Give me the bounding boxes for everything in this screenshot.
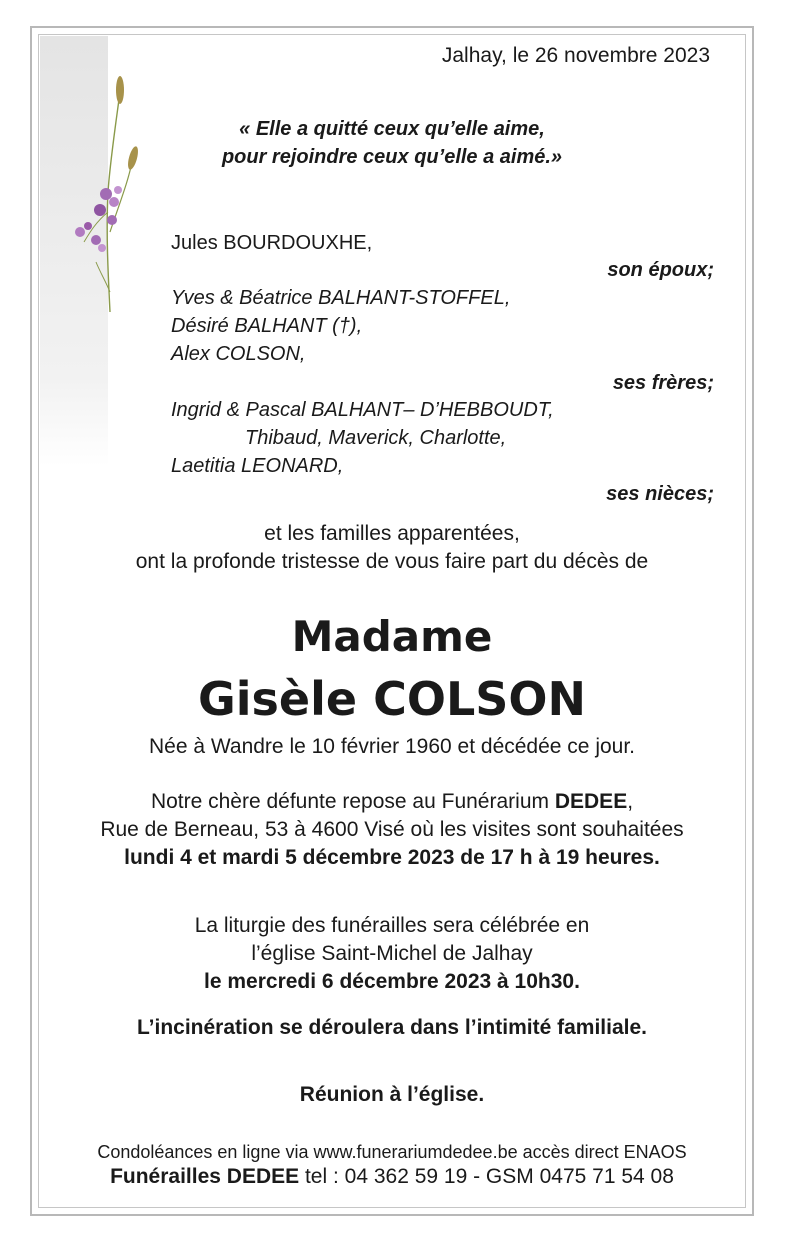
funeral-contact [38,1165,746,1189]
flower-illustration [66,72,146,322]
quote-line-1: « Elle a quitté ceux qu’elle aime, [239,118,545,140]
intro-line-1: et les familles apparentées, [264,522,520,545]
family-niece-children: Thibaud, Maverick, Charlotte, [245,427,507,449]
visit-line-1-text: Notre chère défunte repose au Funérarium [150,790,555,813]
family-brother-2: Désiré BALHANT (†), [171,315,363,337]
date-line: Jalhay, le 26 novembre 2023 [441,44,710,67]
deceased-title: Madame [291,612,493,661]
family-niece-1: Ingrid & Pascal BALHANT– D’HEBBOUDT, [171,399,554,421]
relation-brothers: ses frères; [612,372,714,394]
family-brother-1: Yves & Béatrice BALHANT-STOFFEL, [171,287,511,309]
visit-line-2: Rue de Berneau, 53 à 4600 Visé où les visites sont souhaitées [100,818,684,841]
family-husband: Jules BOURDOUXHE, [171,232,373,254]
visit-line-1 [38,790,746,814]
visit-times: lundi 4 et mardi 5 décembre 2023 de 17 h à 19 heures. [124,846,660,869]
liturgy-line-2: l’église Saint-Michel de Jalhay [251,942,533,965]
intro-line-2: ont la profonde tristesse de vous faire part du décès de [135,550,649,573]
relation-husband: son époux; [607,259,714,281]
quote-line-2: pour rejoindre ceux qu’elle a aimé.» [221,146,563,168]
cremation-note: L’incinération se déroulera dans l’intimité familiale. [137,1016,647,1039]
family-niece-2: Laetitia LEONARD, [171,455,344,477]
relation-nieces: ses nièces; [606,483,714,505]
contact-numbers: tel : 04 362 59 19 - GSM 0475 71 54 08 [299,1165,674,1188]
liturgy-date: le mercredi 6 décembre 2023 à 10h30. [204,970,580,993]
liturgy-line-1: La liturgie des funérailles sera célébrée en [194,914,590,937]
funerarium-name: DEDEE [554,790,628,813]
deceased-name: Gisèle COLSON [198,672,586,726]
reunion-note: Réunion à l’église. [299,1083,485,1106]
company-name: Funérailles DEDEE [110,1165,300,1188]
deceased-dates: Née à Wandre le 10 février 1960 et décédée ce jour. [148,735,636,758]
visit-line-1-end: , [627,790,634,813]
family-brother-3: Alex COLSON, [171,343,306,365]
condolences-line: Condoléances en ligne via www.funerariumdedee.be accès direct ENAOS [97,1142,687,1162]
